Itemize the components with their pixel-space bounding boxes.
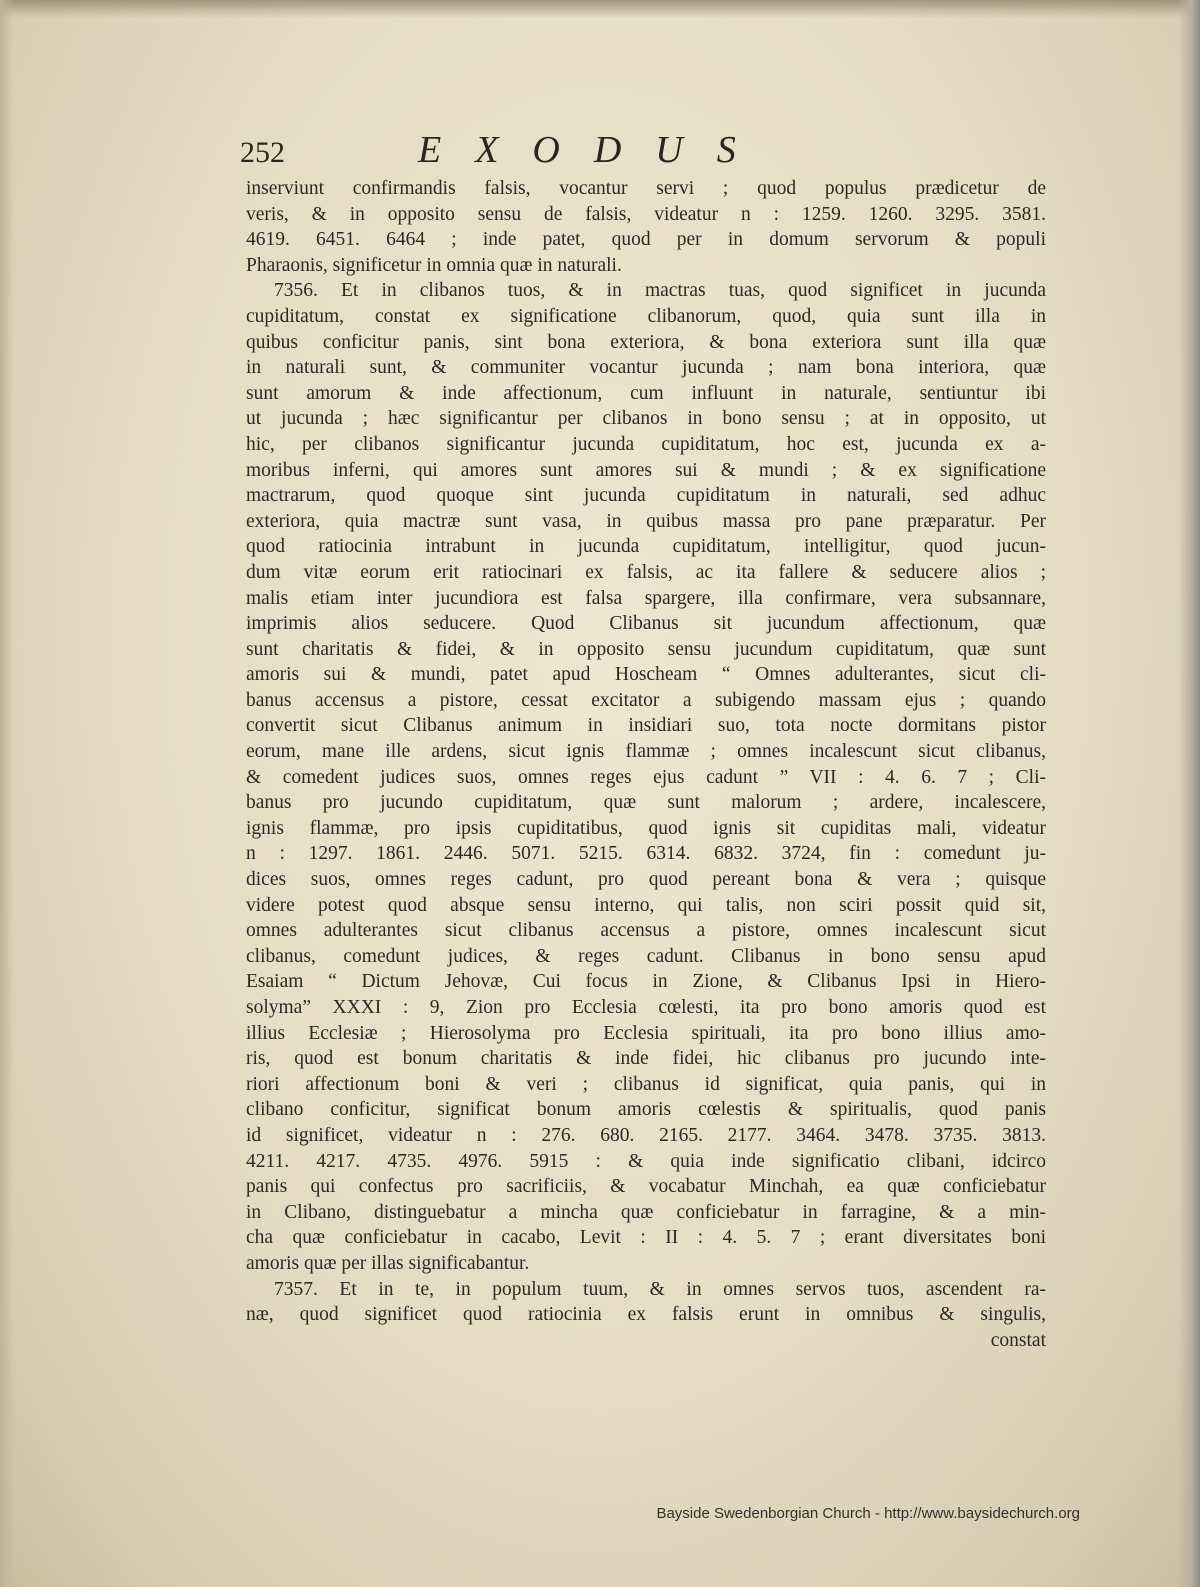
text-line: imprimis alios seducere. Quod Clibanus sit jucundum affectionum, quæ bbox=[246, 613, 1046, 635]
text-line: omnes adulterantes sicut clibanus accensus a pistore, omnes incalescunt sicut bbox=[246, 920, 1046, 942]
text-line: sunt charitatis & fidei, & in opposito sensu jucundum cupiditatum, quæ sunt bbox=[246, 638, 1046, 660]
text-line: convertit sicut Clibanus animum in insidiari suo, tota nocte dormitans pistor bbox=[246, 715, 1046, 737]
running-title: EXODUS bbox=[418, 129, 770, 171]
text-line: amoris quæ per illas significabantur. bbox=[246, 1252, 530, 1274]
text-line: amoris sui & mundi, patet apud Hoscheam “ Omnes adulterantes, sicut cli- bbox=[246, 664, 1046, 686]
text-line: eorum, mane ille ardens, sicut ignis flammæ ; omnes incalescunt sicut clibanus, bbox=[246, 741, 1046, 763]
text-line: malis etiam inter jucundiora est falsa spargere, illa confirmare, vera subsannare, bbox=[246, 587, 1046, 609]
page-edge-left bbox=[0, 0, 14, 1587]
page-edge-top bbox=[0, 0, 1200, 18]
text-line: exteriora, quia mactræ sunt vasa, in quibus massa pro pane præparatur. Per bbox=[246, 510, 1046, 532]
text-line: Pharaonis, significetur in omnia quæ in naturali. bbox=[246, 254, 622, 276]
text-line: quibus conficitur panis, sint bona exteriora, & bona exteriora sunt illa quæ bbox=[246, 331, 1046, 353]
text-line: hic, per clibanos significantur jucunda cupiditatum, hoc est, jucunda ex a- bbox=[246, 433, 1046, 455]
text-line: riori affectionum boni & veri ; clibanus id significat, quia panis, qui in bbox=[246, 1073, 1046, 1095]
paragraph-7357-start: 7357. Et in te, in populum tuum, & in omnes servos tuos, ascendent ra- bbox=[274, 1278, 1046, 1300]
text-line: solyma” XXXI : 9, Zion pro Ecclesia cœlesti, ita pro bono amoris quod est bbox=[246, 997, 1046, 1018]
text-line: banus pro jucundo cupiditatum, quæ sunt malorum ; ardere, incalescere, bbox=[246, 792, 1046, 814]
text-line: id significet, videatur n : 276. 680. 2165. 2177. 3464. 3478. 3735. 3813. bbox=[246, 1124, 1046, 1146]
text-line: dices suos, omnes reges cadunt, pro quod pereant bona & vera ; quisque bbox=[246, 869, 1046, 891]
text-line: næ, quod significet quod ratiocinia ex falsis erunt in omnibus & singulis, bbox=[246, 1304, 1046, 1326]
footer-credit: Bayside Swedenborgian Church - http://www.baysidechurch.org bbox=[656, 1505, 1080, 1522]
text-line: ignis flammæ, pro ipsis cupiditatibus, quod ignis sit cupiditas mali, videatur bbox=[246, 817, 1046, 839]
text-line: Esaiam “ Dictum Jehovæ, Cui focus in Zione, & Clibanus Ipsi in Hiero- bbox=[246, 971, 1046, 993]
text-line: illius Ecclesiæ ; Hierosolyma pro Ecclesia spirituali, ita pro bono illius amo- bbox=[246, 1022, 1046, 1044]
page-edge-right bbox=[1178, 0, 1200, 1587]
text-line: & comedent judices suos, omnes reges ejus cadunt ” VII : 4. 6. 7 ; Cli- bbox=[246, 766, 1046, 788]
text-line: in naturali sunt, & communiter vocantur jucunda ; nam bona interiora, quæ bbox=[246, 357, 1046, 379]
text-line: cupiditatum, constat ex significatione clibanorum, quod, quia sunt illa in bbox=[246, 305, 1046, 327]
text-line: clibanus, comedunt judices, & reges cadunt. Clibanus in bono sensu apud bbox=[246, 945, 1046, 967]
text-line: dum vitæ eorum erit ratiocinari ex falsis, ac ita fallere & seducere alios ; bbox=[246, 561, 1046, 583]
text-line: videre potest quod absque sensu interno, qui talis, non sciri possit quid sit, bbox=[246, 894, 1046, 916]
text-line: mactrarum, quod quoque sint jucunda cupiditatum in naturali, sed adhuc bbox=[246, 485, 1046, 507]
text-line: sunt amorum & inde affectionum, cum influunt in naturale, sentiuntur ibi bbox=[246, 382, 1046, 404]
text-line: banus accensus a pistore, cessat excitator a subigendo massam ejus ; quando bbox=[246, 689, 1046, 711]
text-line: in Clibano, distinguebatur a mincha quæ conficiebatur in farragine, & a min- bbox=[246, 1201, 1046, 1223]
text-line: quod ratiocinia intrabunt in jucunda cupiditatum, intelligitur, quod jucun- bbox=[246, 536, 1046, 558]
paragraph-7356-start: 7356. Et in clibanos tuos, & in mactras tuas, quod significet in jucunda bbox=[274, 280, 1046, 302]
text-line: veris, & in opposito sensu de falsis, videatur n : 1259. 1260. 3295. 3581. bbox=[246, 203, 1046, 225]
body-text bbox=[246, 176, 1046, 1353]
text-line: n : 1297. 1861. 2446. 5071. 5215. 6314. 6832. 3724, fin : comedunt ju- bbox=[246, 843, 1046, 865]
page-header bbox=[240, 128, 1060, 174]
text-line: cha quæ conficiebatur in cacabo, Levit : II : 4. 5. 7 ; erant diversitates boni bbox=[246, 1227, 1046, 1249]
text-line: 4619. 6451. 6464 ; inde patet, quod per in domum servorum & populi bbox=[246, 229, 1046, 251]
text-line: ut jucunda ; hæc significantur per clibanos in bono sensu ; at in opposito, ut bbox=[246, 408, 1046, 430]
text-line: clibano conficitur, significat bonum amoris cœlestis & spiritualis, quod panis bbox=[246, 1099, 1046, 1121]
text-line: moribus inferni, qui amores sunt amores sui & mundi ; & ex significatione bbox=[246, 459, 1046, 481]
page-number: 252 bbox=[240, 136, 285, 169]
text-line: 4211. 4217. 4735. 4976. 5915 : & quia inde significatio clibani, idcirco bbox=[246, 1150, 1046, 1172]
text-line: inserviunt confirmandis falsis, vocantur servi ; quod populus prædicetur de bbox=[246, 178, 1046, 199]
text-line: panis qui confectus pro sacrificiis, & vocabatur Minchah, ea quæ conficiebatur bbox=[246, 1176, 1046, 1198]
text-line: ris, quod est bonum charitatis & inde fidei, hic clibanus pro jucundo inte- bbox=[246, 1048, 1046, 1070]
catchword: constat bbox=[990, 1329, 1046, 1351]
